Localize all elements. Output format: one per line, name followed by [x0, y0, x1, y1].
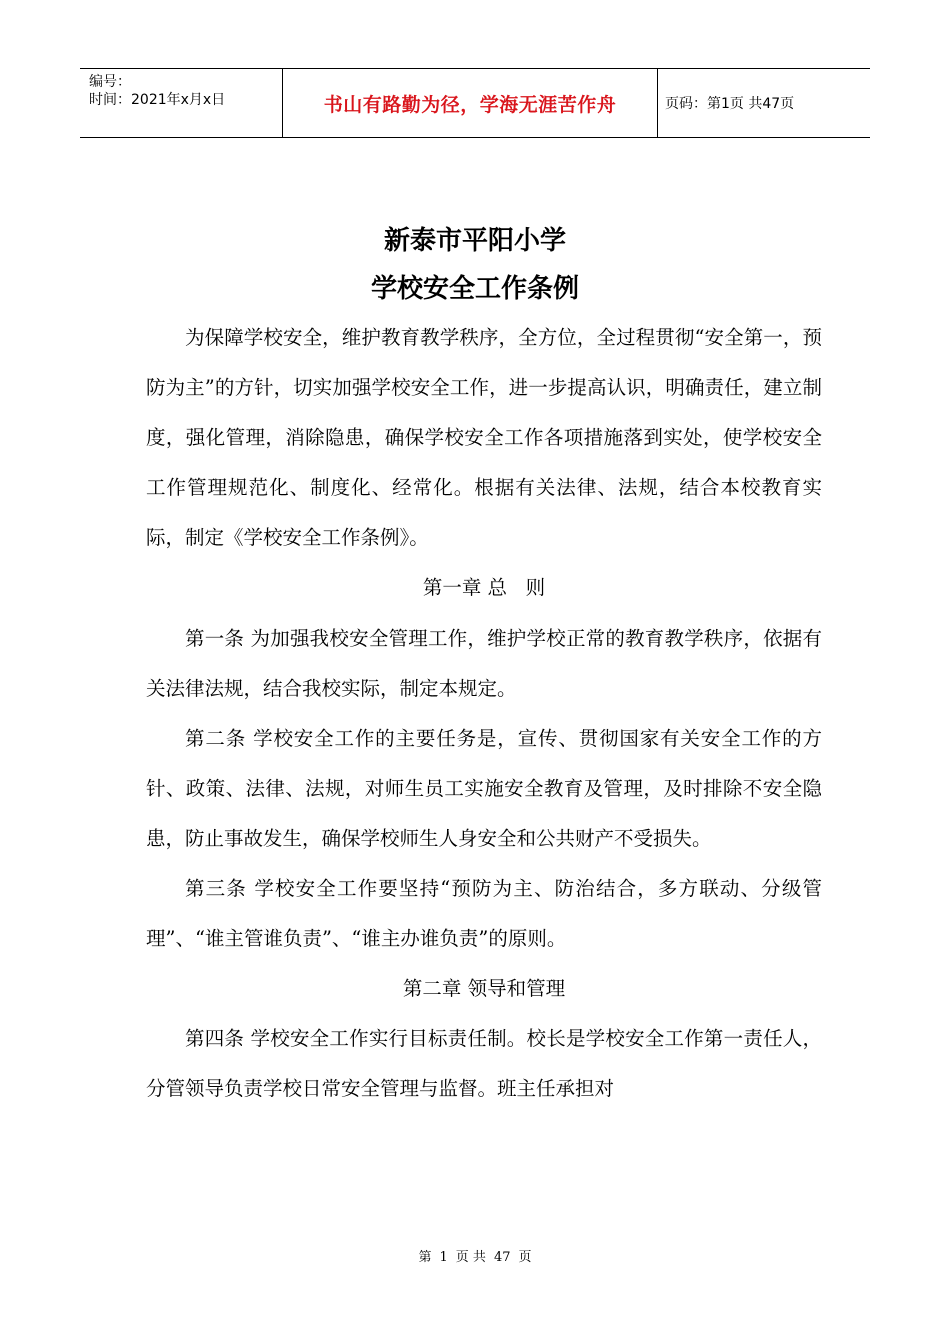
article-paragraph: 第一条 为加强我校安全管理工作，维护学校正常的教育教学秩序，依据有关法律法规，结合我校实际，制定本规定。	[146, 626, 822, 700]
page-footer	[0, 1246, 950, 1265]
page-info: 页码：第1页 共47页	[665, 96, 795, 112]
document-title: 学校安全工作条例	[370, 274, 579, 304]
footer-total-pages: 47	[493, 1250, 511, 1265]
article-paragraph: 第四条 学校安全工作实行目标责任制。校长是学校安全工作第一责任人，分管领导负责学校日常安全管理与监督。班主任承担对	[146, 1027, 822, 1101]
header-table	[80, 68, 870, 138]
footer-mid: 页 共	[455, 1250, 486, 1265]
article-paragraph: 第二条 学校安全工作的主要任务是，宣传、贯彻国家有关安全工作的方针、政策、法律、法规，对师生员工实施安全教育及管理，及时排除不安全隐患，防止事故发生，确保学校师生人身安全和公共财产不受损失。	[146, 726, 822, 850]
footer-suffix: 页	[518, 1250, 532, 1265]
document-body	[146, 313, 822, 1115]
chapter-heading: 第一章 总 则	[422, 576, 546, 600]
motto: 书山有路勤为径，学海无涯苦作舟	[283, 69, 658, 137]
number-label: 编号：	[89, 74, 131, 90]
time-label: 时间：2021年x月x日	[89, 92, 226, 108]
header-meta-cell	[80, 69, 283, 137]
footer-page-number: 1	[439, 1250, 448, 1265]
article-paragraph: 第三条 学校安全工作要坚持“预防为主、防治结合，多方联动、分级管理”、“谁主管谁负责”、“谁主办谁负责”的原则。	[146, 877, 822, 951]
preamble-paragraph: 为保障学校安全，维护教育教学秩序，全方位，全过程贯彻“安全第一，预防为主”的方针，切实加强学校安全工作，进一步提高认识，明确责任，建立制度，强化管理，消除隐患，确保学校安全工作各项措施落到实处，使学校安全工作管理规范化、制度化、经常化。根据有关法律、法规，结合本校教育实际，制定《学校安全工作条例》。	[146, 326, 822, 550]
chapter-heading: 第二章 领导和管理	[402, 977, 566, 1001]
footer-prefix: 第	[418, 1250, 432, 1265]
document-title-school: 新泰市平阳小学	[383, 226, 566, 256]
